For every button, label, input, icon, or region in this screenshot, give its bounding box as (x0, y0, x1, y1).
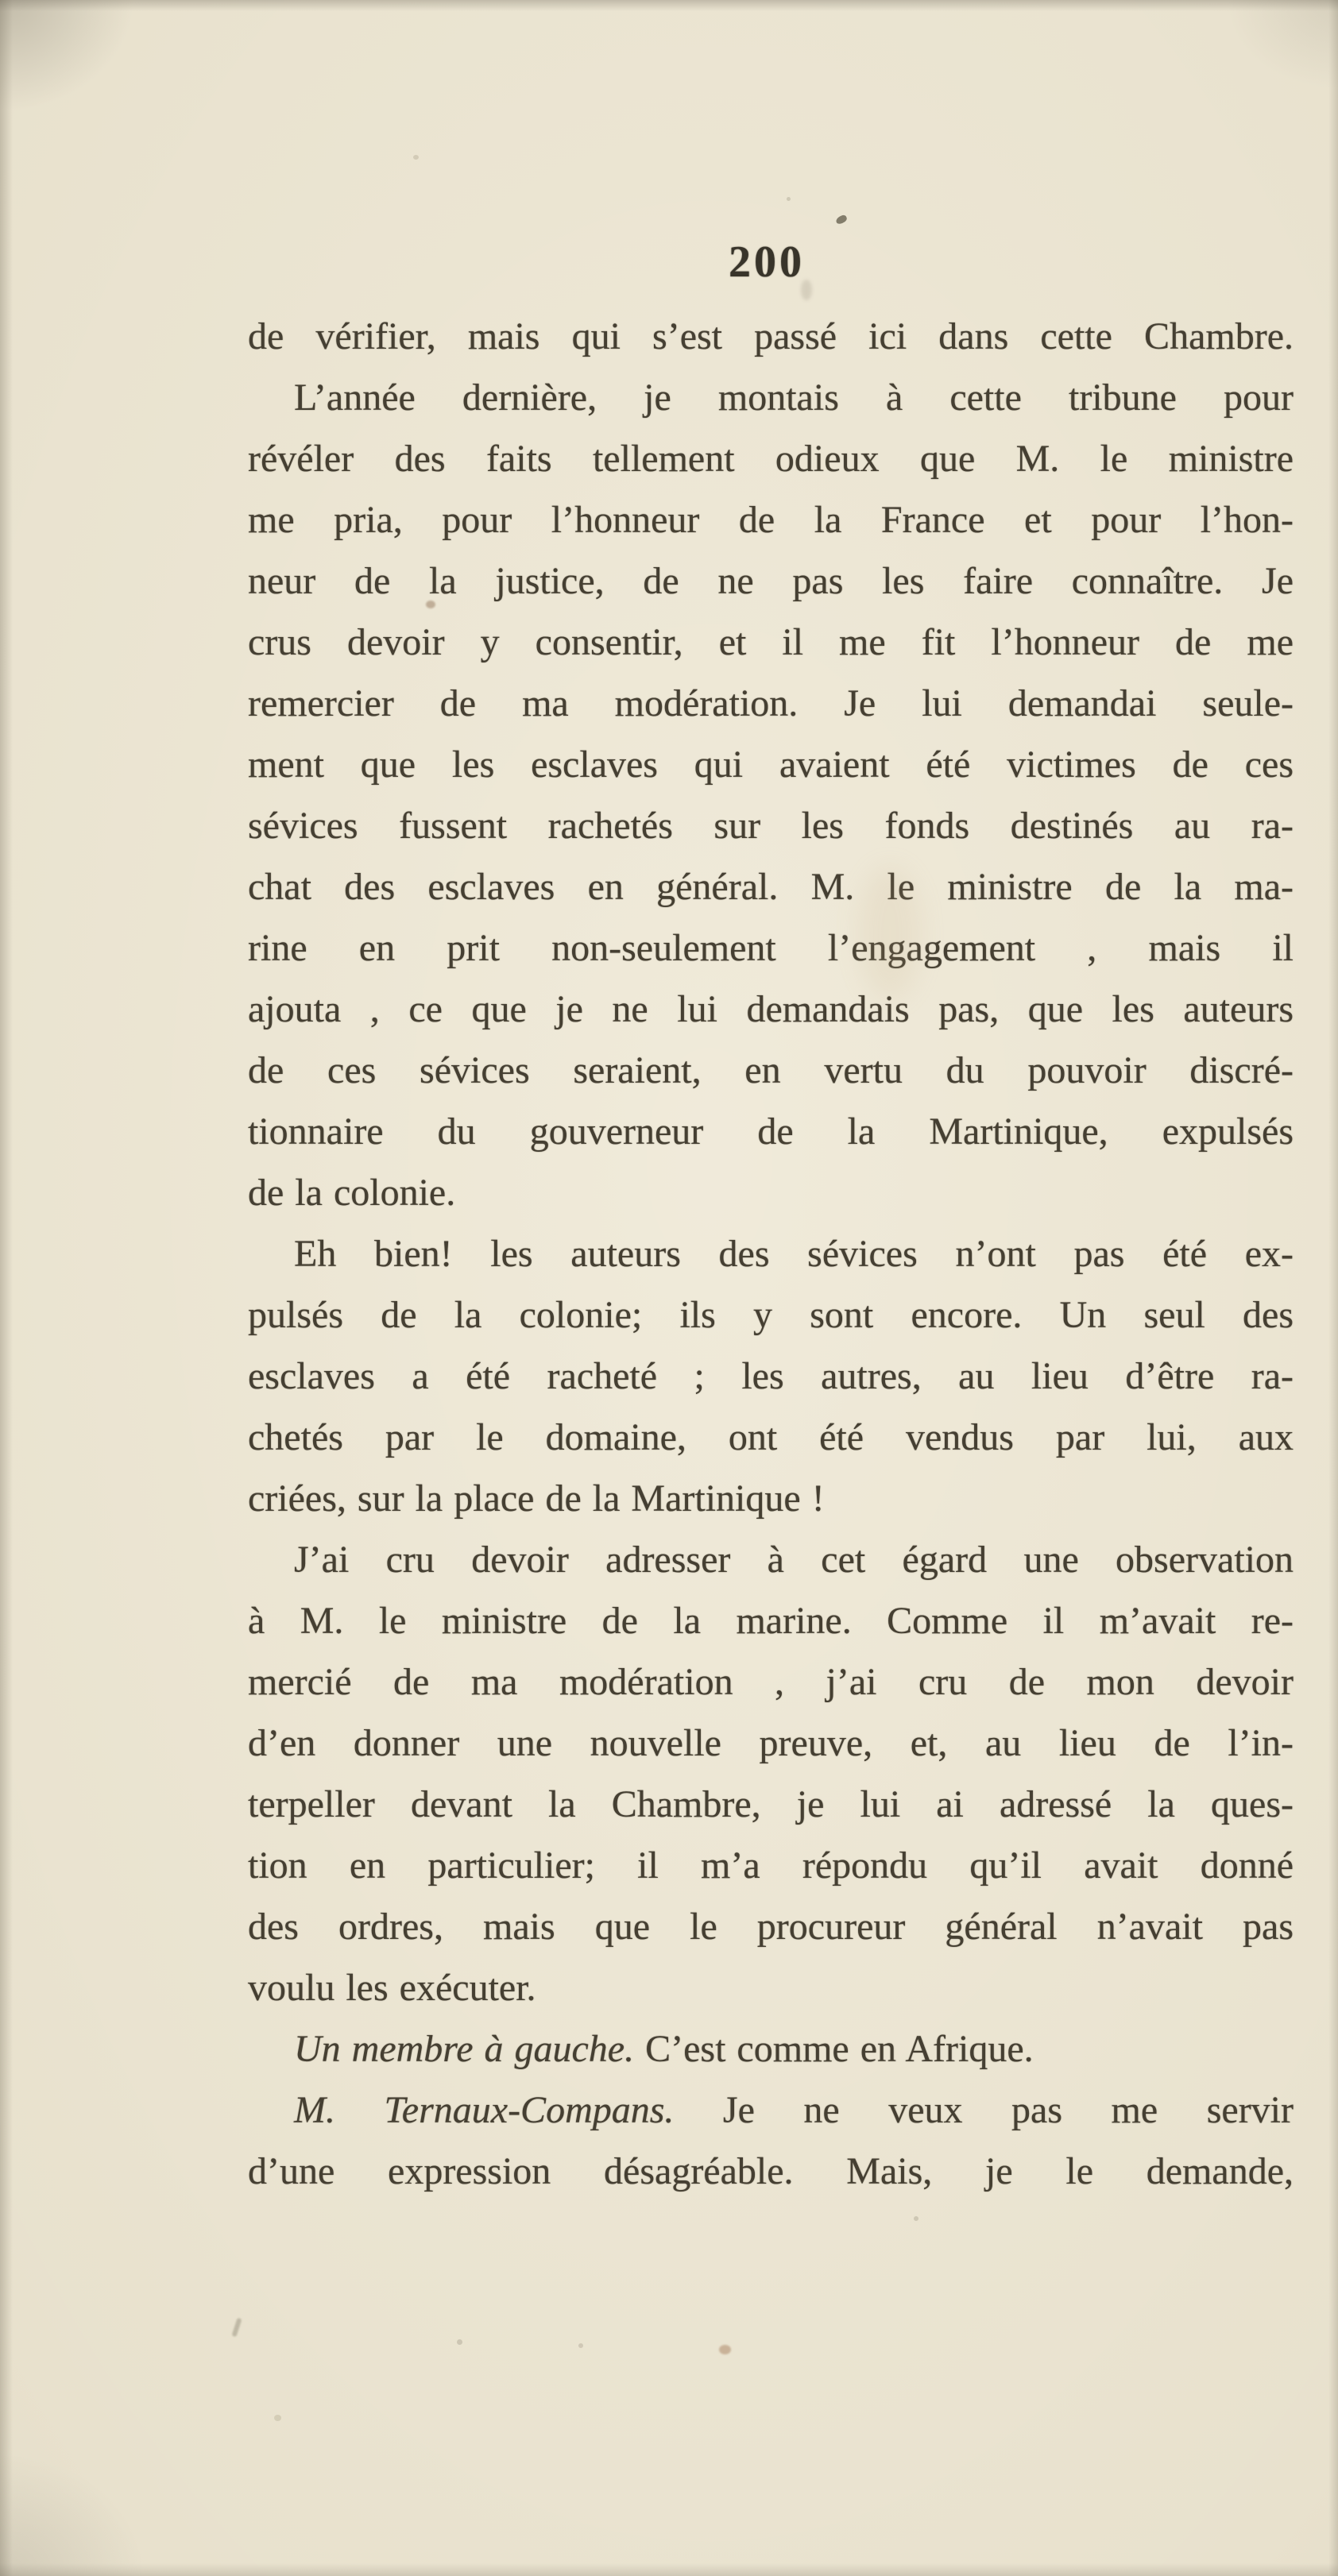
text-line (248, 1407, 1294, 1468)
text-line (248, 1284, 1294, 1346)
text-line (248, 856, 1294, 917)
line-text: terpeller devant la Chambre, je lui ai adressé la ques- (248, 1783, 1294, 1825)
line-text: voulu les exécuter. (248, 1967, 536, 2009)
text-line (248, 367, 1294, 428)
line-text: neur de la justice, de ne pas les faire connaître. Je (248, 560, 1294, 602)
line-text: à M. le ministre de la marine. Comme il m’avait re- (248, 1600, 1294, 1642)
text-line (248, 917, 1294, 979)
line-text: me pria, pour l’honneur de la France et pour l’hon- (248, 499, 1294, 541)
line-text: de la colonie. (248, 1172, 456, 1214)
line-text: de vérifier, mais qui s’est passé ici dans cette Chambre. (248, 315, 1294, 357)
text-line (248, 979, 1294, 1040)
paper-speck (914, 2216, 918, 2221)
text-line (248, 673, 1294, 734)
text-line (248, 2018, 1294, 2080)
speaker-label: M. Ternaux-Compans. (294, 2089, 675, 2131)
text-line (248, 1040, 1294, 1101)
text-line (248, 734, 1294, 795)
text-line (248, 1957, 1294, 2018)
paper-speck (274, 2415, 281, 2421)
line-text: tionnaire du gouverneur de la Martinique, expulsés (248, 1110, 1294, 1153)
text-line (248, 1896, 1294, 1957)
text-line (248, 795, 1294, 856)
line-text: d’en donner une nouvelle preuve, et, au lieu de l’in- (248, 1722, 1294, 1764)
text-line (248, 612, 1294, 673)
line-text: des ordres, mais que le procureur général n’avait pas (248, 1906, 1294, 1948)
line-text: chetés par le domaine, ont été vendus par lui, aux (248, 1416, 1294, 1458)
text-line (248, 1590, 1294, 1651)
text-line (248, 428, 1294, 489)
line-text: rine en prit non-seulement l’engagement , mais il (248, 927, 1294, 969)
paper-speck (787, 197, 791, 201)
page-number: 200 (729, 238, 805, 287)
paper-speck (457, 2339, 462, 2345)
text-line (248, 1346, 1294, 1407)
line-text: Eh bien! les auteurs des sévices n’ont pas été ex- (294, 1233, 1294, 1275)
line-text: pulsés de la colonie; ils y sont encore. Un seul des (248, 1294, 1294, 1336)
paper-speck (231, 2318, 242, 2338)
text-line (248, 1223, 1294, 1284)
line-text: C’est comme en Afrique. (634, 2028, 1034, 2070)
text-line (248, 2141, 1294, 2202)
line-text: ment que les esclaves qui avaient été victimes de ces (248, 743, 1294, 786)
line-text: de ces sévices seraient, en vertu du pouvoir discré- (248, 1049, 1294, 1091)
line-text: tion en particulier; il m’a répondu qu’il avait donné (248, 1844, 1294, 1887)
line-text: chat des esclaves en général. M. le ministre de la ma- (248, 866, 1294, 908)
text-line (248, 2080, 1294, 2141)
line-text: ajouta , ce que je ne lui demandais pas, que les auteurs (248, 988, 1294, 1030)
text-line (248, 1101, 1294, 1162)
line-text: L’année dernière, je montais à cette tribune pour (294, 377, 1294, 419)
text-line (248, 1468, 1294, 1529)
text-line (248, 1713, 1294, 1774)
line-text: J’ai cru devoir adresser à cet égard une observation (294, 1539, 1294, 1581)
text-line (248, 1162, 1294, 1223)
text-line (248, 489, 1294, 550)
line-text: mercié de ma modération , j’ai cru de mon devoir (248, 1661, 1294, 1703)
text-block (248, 306, 1294, 2202)
line-text: Je ne veux pas me servir (674, 2089, 1294, 2131)
paper-stain (719, 2345, 731, 2354)
text-line (248, 306, 1294, 367)
text-line (248, 1835, 1294, 1896)
line-text: sévices fussent rachetés sur les fonds destinés au ra- (248, 805, 1294, 847)
line-text: remercier de ma modération. Je lui demandai seule- (248, 682, 1294, 724)
text-line (248, 1529, 1294, 1590)
text-line (248, 1774, 1294, 1835)
line-text: révéler des faits tellement odieux que M. le ministre (248, 438, 1294, 480)
paper-speck (413, 155, 419, 160)
line-text: criées, sur la place de la Martinique ! (248, 1477, 825, 1520)
line-text: crus devoir y consentir, et il me fit l’honneur de me (248, 621, 1294, 663)
ink-fleck (835, 214, 848, 225)
speaker-label: Un membre à gauche. (294, 2028, 635, 2070)
line-text: d’une expression désagréable. Mais, je le demande, (248, 2150, 1294, 2192)
text-line (248, 1651, 1294, 1713)
line-text: esclaves a été racheté ; les autres, au lieu d’être ra- (248, 1355, 1294, 1397)
paper-speck (578, 2343, 583, 2348)
text-line (248, 550, 1294, 612)
